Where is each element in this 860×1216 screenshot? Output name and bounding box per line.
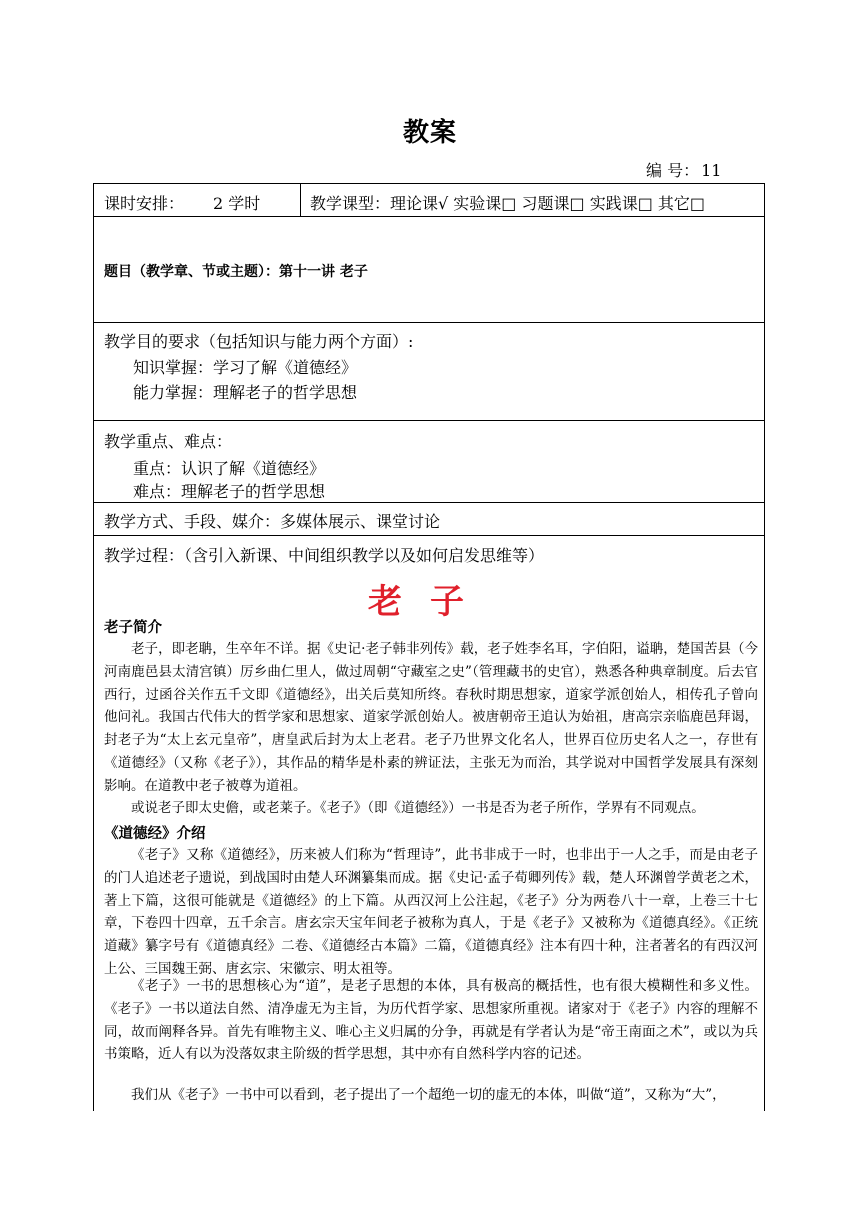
topic-title: 题目（教学章、节或主题）：第十一讲 老子 (104, 264, 368, 280)
paragraph-dao: 我们从《老子》一书中可以看到，老子提出了一个超绝一切的虚无的本体，叫做“道”，又称为“大”， (131, 1087, 726, 1103)
column-divider (300, 183, 301, 216)
document-title: 教案 (402, 118, 457, 148)
focus-heading: 教学重点、难点： (104, 432, 233, 451)
objective-ability: 能力掌握：理解老子的哲学思想 (133, 383, 358, 402)
row-divider (93, 535, 765, 536)
paragraph-core-idea: 《老子》一书的思想核心为“道”，是老子思想的本体，具有极高的概括性，也有很大模糊性和多义性。《老子》一书以道法自然、清净虚无为主旨，为历代哲学家、思想家所重视。诸家对于《老子》内容的理解不同，故而阐释各异。首先有唯物主义、唯心主义归属的分争，再就是有学者认为是“帝王南面之术”，或以为兵书策略，近人有以为没落奴隶主阶级的哲学思想，其中亦有自然科学内容的记述。 (104, 978, 758, 1063)
paragraph-intro: 老子，即老聃，生卒年不详。据《史记·老子韩非列传》载，老子姓李名耳，字伯阳，谥聃，楚国苦县（今河南鹿邑县太清宫镇）厉乡曲仁里人，做过周朝“守藏室之史”（管理藏书的史官），熟悉各种典章制度。后去官西行，过函谷关作五千文即《道德经》，出关后莫知所终。春秋时期思想家，道家学派创始人，相传孔子曾向他问礼。我国古代伟大的哲学家和思想家、道家学派创始人。被唐朝帝王追认为始祖，唐高宗亲临鹿邑拜谒，封老子为“太上玄元皇帝”，唐皇武后封为太上老君。老子乃世界文化名人，世界百位历史名人之一，存世有《道德经》（又称《老子》），其作品的精华是朴素的辨证法，主张无为而治，其学说对中国哲学发展具有深刻影响。在道教中老子被尊为道祖。 (104, 641, 758, 794)
content-title: 老子 (368, 582, 492, 622)
section-heading-daodejing: 《道德经》介绍 (104, 825, 206, 842)
row-divider (93, 502, 765, 503)
paragraph-authorship: 或说老子即太史儋，或老莱子。《老子》（即《道德经》）一书是否为老子所作，学界有不同观点。 (131, 800, 705, 816)
serial-value: 11 (701, 161, 722, 180)
focus-difficult: 难点：理解老子的哲学思想 (133, 482, 326, 501)
section-heading-intro: 老子简介 (104, 619, 162, 636)
lesson-type: 教学课型：理论课√ 实验课□ 习题课□ 实践课□ 其它□ (310, 194, 706, 213)
objectives-heading: 教学目的要求（包括知识与能力两个方面）: (104, 332, 414, 351)
row-divider (93, 322, 765, 323)
serial-label: 编 号： (646, 161, 700, 180)
objective-knowledge: 知识掌握：学习了解《道德经》 (133, 358, 358, 377)
focus-key: 重点：认识了解《道德经》 (133, 459, 326, 478)
paragraph-daodejing: 《老子》又称《道德经》，历来被人们称为“哲理诗”，此书非成于一时，也非出于一人之手，而是由老子的门人追述老子遗说，到战国时由楚人环渊纂集而成。据《史记·孟子荀卿列传》载，楚人环渊曾学黄老之术，著上下篇，这很可能就是《道德经》的上下篇。从西汉河上公注起，《老子》分为两卷八十一章，上卷三十七章，下卷四十四章，五千余言。唐玄宗天宝年间老子被称为真人，于是《老子》又被称为《道德真经》。《正统道藏》纂字号有《道德真经》二卷、《道德经古本篇》二篇，《道德真经》注本有四十种，注者著名的有西汉河上公、三国魏王弼、唐玄宗、宋徽宗、明太祖等。 (104, 847, 758, 977)
process-heading: 教学过程：（含引入新课、中间组织教学以及如何启发思维等） (104, 546, 545, 565)
schedule-label: 课时安排： (104, 194, 185, 213)
schedule-value: 2 学时 (213, 194, 261, 213)
teaching-method: 教学方式、手段、媒介：多媒体展示、课堂讨论 (104, 512, 441, 531)
serial-number (646, 158, 721, 181)
row-divider (93, 216, 765, 217)
row-divider (93, 420, 765, 421)
